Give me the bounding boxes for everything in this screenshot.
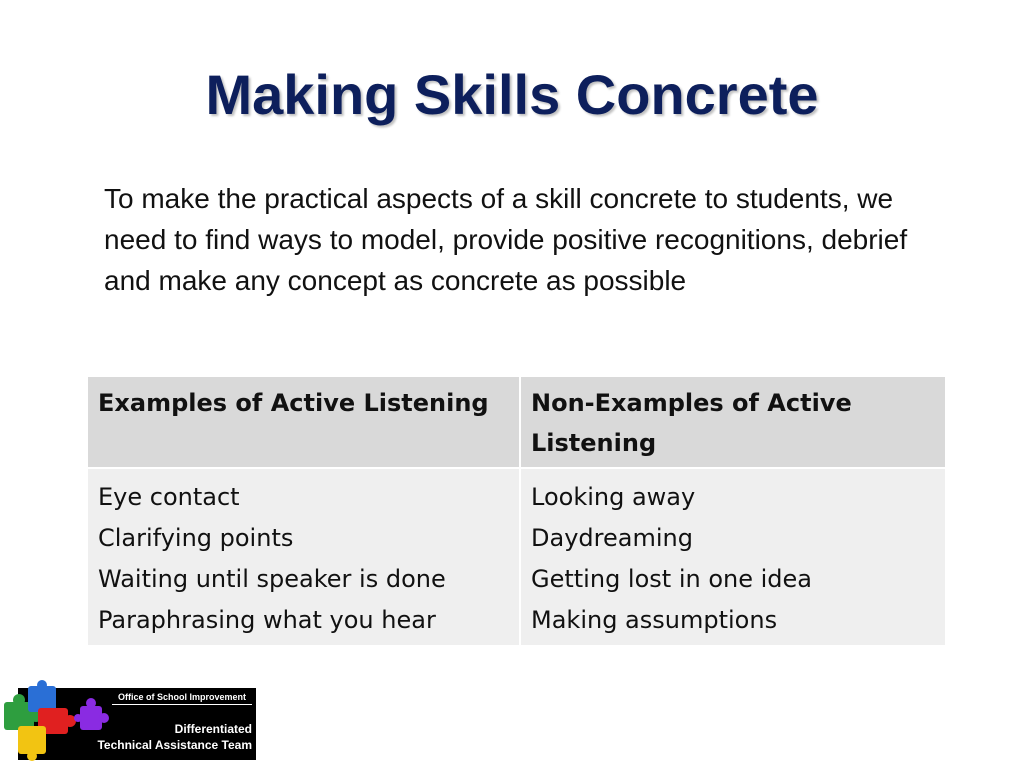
puzzle-piece-blue — [28, 680, 56, 712]
logo-team-line1: Differentiated — [174, 722, 252, 736]
example-item: Eye contact — [98, 483, 240, 511]
table-row — [87, 468, 946, 646]
logo-office-text: Office of School Improvement — [112, 692, 252, 705]
table-header-row — [87, 376, 946, 468]
dtat-logo — [0, 680, 258, 762]
non-example-item: Looking away — [531, 483, 696, 511]
intro-paragraph: To make the practical aspects of a skill concrete to students, we need to find ways to model, provide positive recognitions, debrief and make any concept as concrete as possible — [104, 183, 908, 296]
example-item: Clarifying points — [98, 524, 294, 552]
non-examples-cell — [520, 468, 946, 646]
active-listening-table — [86, 375, 947, 647]
example-item: Waiting until speaker is done — [98, 565, 446, 593]
header-non-examples: Non-Examples of Active Listening — [520, 376, 946, 468]
examples-cell — [87, 468, 520, 646]
logo-team-line2: Technical Assistance Team — [97, 738, 252, 752]
slide-title: Making Skills Concrete — [205, 63, 819, 126]
example-item: Paraphrasing what you hear — [98, 606, 436, 634]
non-example-item: Making assumptions — [531, 606, 778, 634]
non-example-item: Getting lost in one idea — [531, 565, 812, 593]
header-examples: Examples of Active Listening — [87, 376, 520, 468]
non-example-item: Daydreaming — [531, 524, 693, 552]
